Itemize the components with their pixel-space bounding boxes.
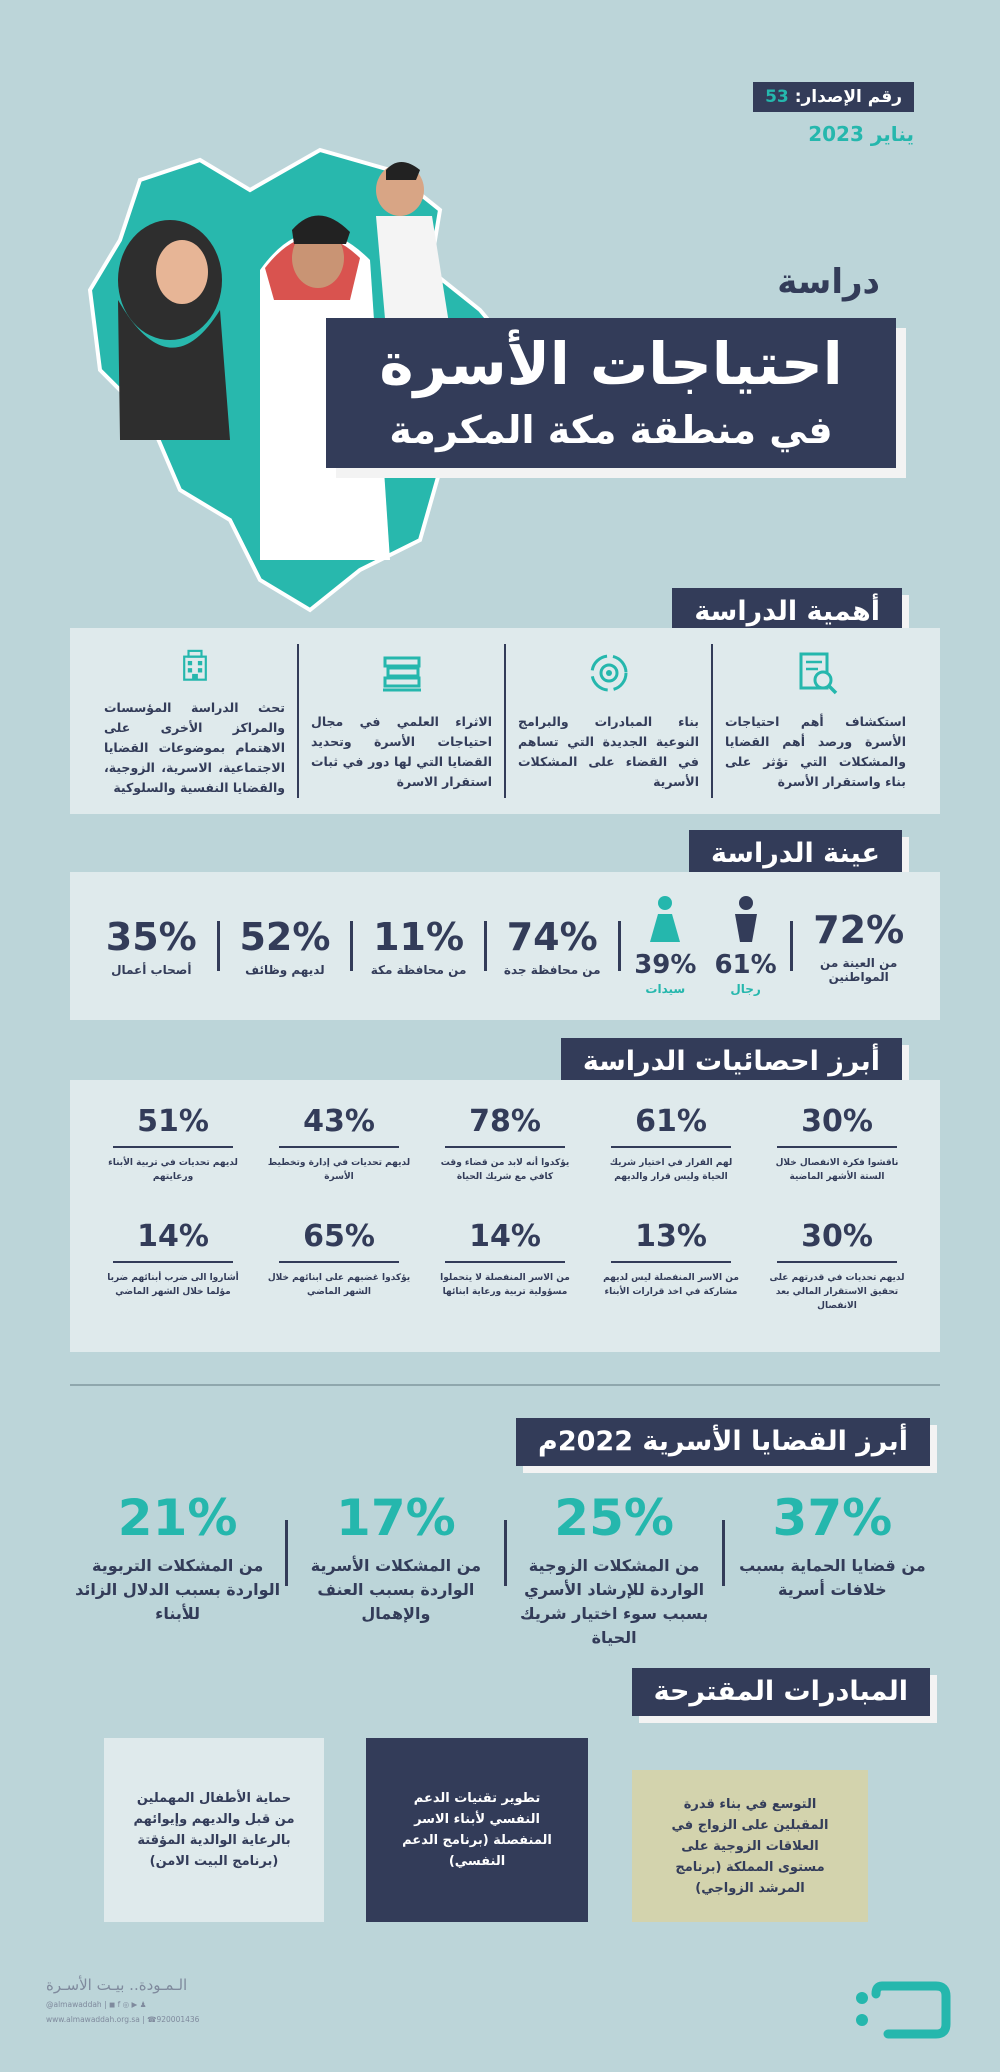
issue-item [725,1490,940,1602]
stat-caption: لهم القرار في اختيار شريك الحياة وليس قرار والديهم [609,1158,733,1182]
sample-value: 74% [506,915,598,959]
stat-value: 78% [469,1104,541,1139]
initiatives-heading: المبادرات المقترحة [632,1668,930,1716]
footer-brand [46,1976,199,2024]
sample-caption: لديهم وظائف [245,963,325,977]
contact-info: www.almawaddah.org.sa | ☎920001436 [46,2015,200,2024]
building-icon [170,648,220,684]
sample-gender [621,896,791,996]
stat-underline [777,1261,897,1263]
sample-panel [70,872,940,1020]
gear-cycle-icon [584,648,634,698]
importance-text: بناء المبادرات والبرامج النوعية الجديدة التي تساهم في القضاء على المشكلات الأسرية [518,714,699,789]
woman-figure [118,220,230,440]
stat-item [422,1219,588,1334]
stat-item [256,1219,422,1334]
brand-name: الـمـودة.. بيـت الأسـرة [46,1976,188,1994]
issue-caption: من المشكلات الزوجية الواردة للإرشاد الأسري بسبب سوء اختيار شريك الحياة [519,1556,709,1647]
stat-item [422,1104,588,1219]
stat-item [90,1104,256,1219]
issue-info [753,82,914,146]
child-figure [376,162,450,330]
woman-icon [650,896,680,942]
stat-underline [113,1261,233,1263]
issue-item [70,1490,285,1626]
sample-business [86,915,217,977]
stat-caption: يؤكدوا أنه لابد من قضاء وقت كافي مع شريك الحياة [440,1158,570,1182]
importance-text: الاثراء العلمي في مجال احتياجات الأسرة وتحديد القضايا التي لها دور في ثبات استقرار الاسرة [311,714,492,789]
sample-makkah [353,915,484,977]
stat-underline [611,1146,731,1148]
stat-underline [445,1146,565,1148]
importance-panel [70,628,940,814]
stat-underline [113,1146,233,1148]
page-subtitle: في منطقة مكة المكرمة [389,408,833,452]
page-title: احتياجات الأسرة [379,330,843,398]
title-banner [326,318,896,468]
initiative-card: تطوير تقنيات الدعم النفسي لأبناء الاسر المنفصلة (برنامج الدعم النفسي) [366,1738,588,1922]
stat-item [588,1104,754,1219]
stat-value: 14% [469,1219,541,1254]
sample-caption: أصحاب أعمال [111,963,192,977]
issue-value: 37% [772,1489,893,1547]
sample-caption: من محافظة مكة [370,963,467,977]
stat-value: 51% [137,1104,209,1139]
importance-item [92,644,297,798]
importance-item [504,644,711,798]
stat-underline [777,1146,897,1148]
issue-caption: من المشكلات التربوية الواردة بسبب الدلال الزائد للأبناء [75,1556,281,1623]
issue-value: 25% [554,1489,674,1547]
stat-value: 43% [303,1104,375,1139]
issue-caption: من المشكلات الأسرية الواردة بسبب العنف والإهمال [310,1556,482,1623]
stat-item [754,1219,920,1334]
stat-underline [611,1261,731,1263]
stat-value: 65% [303,1219,375,1254]
stat-caption: لديهم تحديات في إدارة وتخطيط الأسرة [267,1158,411,1182]
man-icon [733,896,759,942]
section-divider [70,1384,940,1386]
sample-caption: رجال [730,982,761,996]
issue-number: 53 [765,87,789,107]
sample-caption: من العينة من المواطنين [820,956,898,984]
sample-jeddah [487,915,618,977]
sample-caption: سيدات [645,982,686,996]
issue-value: 17% [336,1489,456,1547]
sample-value: 35% [105,915,197,959]
stat-caption: أشاروا الى ضرب أبنائهم ضربا مؤلما خلال الشهر الماضي [107,1273,239,1297]
books-icon [377,648,427,698]
stat-underline [279,1261,399,1263]
sample-value: 39% [634,950,697,980]
study-word: دراسة [777,262,880,302]
issue-item [288,1490,503,1626]
divider [504,1520,507,1586]
sample-value: 72% [813,908,905,952]
social-handles: @almawaddah | ◼ f ◎ ▶ ♟ [46,2000,147,2009]
stat-value: 13% [635,1219,707,1254]
sample-employed [220,915,351,977]
importance-text: تحث الدراسة المؤسسات والمراكز الأخرى على الاهتمام بموضوعات القضايا الاجتماعية، الاسرية، الزوجية، والقضايا النفسية والسلوكية [104,700,285,795]
stats-heading: أبرز احصائيات الدراسة [561,1038,902,1086]
issue-value: 21% [117,1489,238,1547]
sample-value: 52% [239,915,331,959]
stat-item [588,1219,754,1334]
importance-text: استكشاف أهم احتياجات الأسرة ورصد أهم القضايا والمشكلات التي تؤثر على بناء واستقرار الأسرة [725,714,906,789]
divider [722,1520,725,1586]
stat-value: 30% [801,1219,873,1254]
report-search-icon [791,648,841,698]
stat-caption: لديهم تحديات في تربية الأبناء ورعايتهم [108,1158,238,1182]
importance-item [297,644,504,798]
stat-value: 14% [137,1219,209,1254]
initiative-card: حماية الأطفال المهملين من قبل والديهم وإيوائهم بالرعاية الوالدية المؤقتة (برنامج البيت الامن) [104,1738,324,1922]
stats-panel [70,1080,940,1352]
issues-row [70,1489,940,1647]
stat-item [90,1219,256,1334]
issue-label: رقم الإصدار: 53 [753,82,914,112]
importance-item [711,644,918,798]
sample-heading: عينة الدراسة [689,830,902,878]
brand-logo-icon [852,1978,952,2042]
sample-citizens [793,908,924,984]
stat-item [754,1104,920,1219]
sample-caption: من محافظة جدة [503,963,601,977]
stat-caption: يؤكدوا غضبهم على ابنائهم خلال الشهر الماضي [267,1273,411,1297]
issues-heading: أبرز القضايا الأسرية 2022م [516,1418,930,1466]
sample-value: 11% [373,915,465,959]
sample-men [714,896,776,996]
stat-value: 30% [801,1104,873,1139]
sample-women [634,896,696,996]
stat-caption: ناقشوا فكرة الانفصال خلال الستة الأشهر الماضية [775,1158,899,1182]
issue-date: يناير 2023 [808,122,914,146]
stat-caption: لديهم تحديات في قدرتهم على تحقيق الاستقرار المالي بعد الانفصال [769,1273,905,1311]
stat-underline [445,1261,565,1263]
stat-caption: من الاسر المنفصلة لا يتحملوا مسؤولية تربية ورعاية ابنائها [440,1273,570,1297]
divider [285,1520,288,1586]
sample-value: 61% [714,950,777,980]
stat-caption: من الاسر المنفصلة ليس لديهم مشاركة في اخذ قرارات الأبناء [603,1273,739,1297]
stat-value: 61% [635,1104,707,1139]
stat-underline [279,1146,399,1148]
initiative-card: التوسع في بناء قدرة المقبلين على الزواج في العلاقات الزوجية على مستوى المملكة (برنامج المرشد الزواجي) [632,1770,868,1922]
importance-heading: أهمية الدراسة [672,588,902,636]
issue-caption: من قضايا الحماية بسبب خلافات أسرية [739,1556,926,1599]
stat-item [256,1104,422,1219]
issue-item [507,1490,722,1650]
